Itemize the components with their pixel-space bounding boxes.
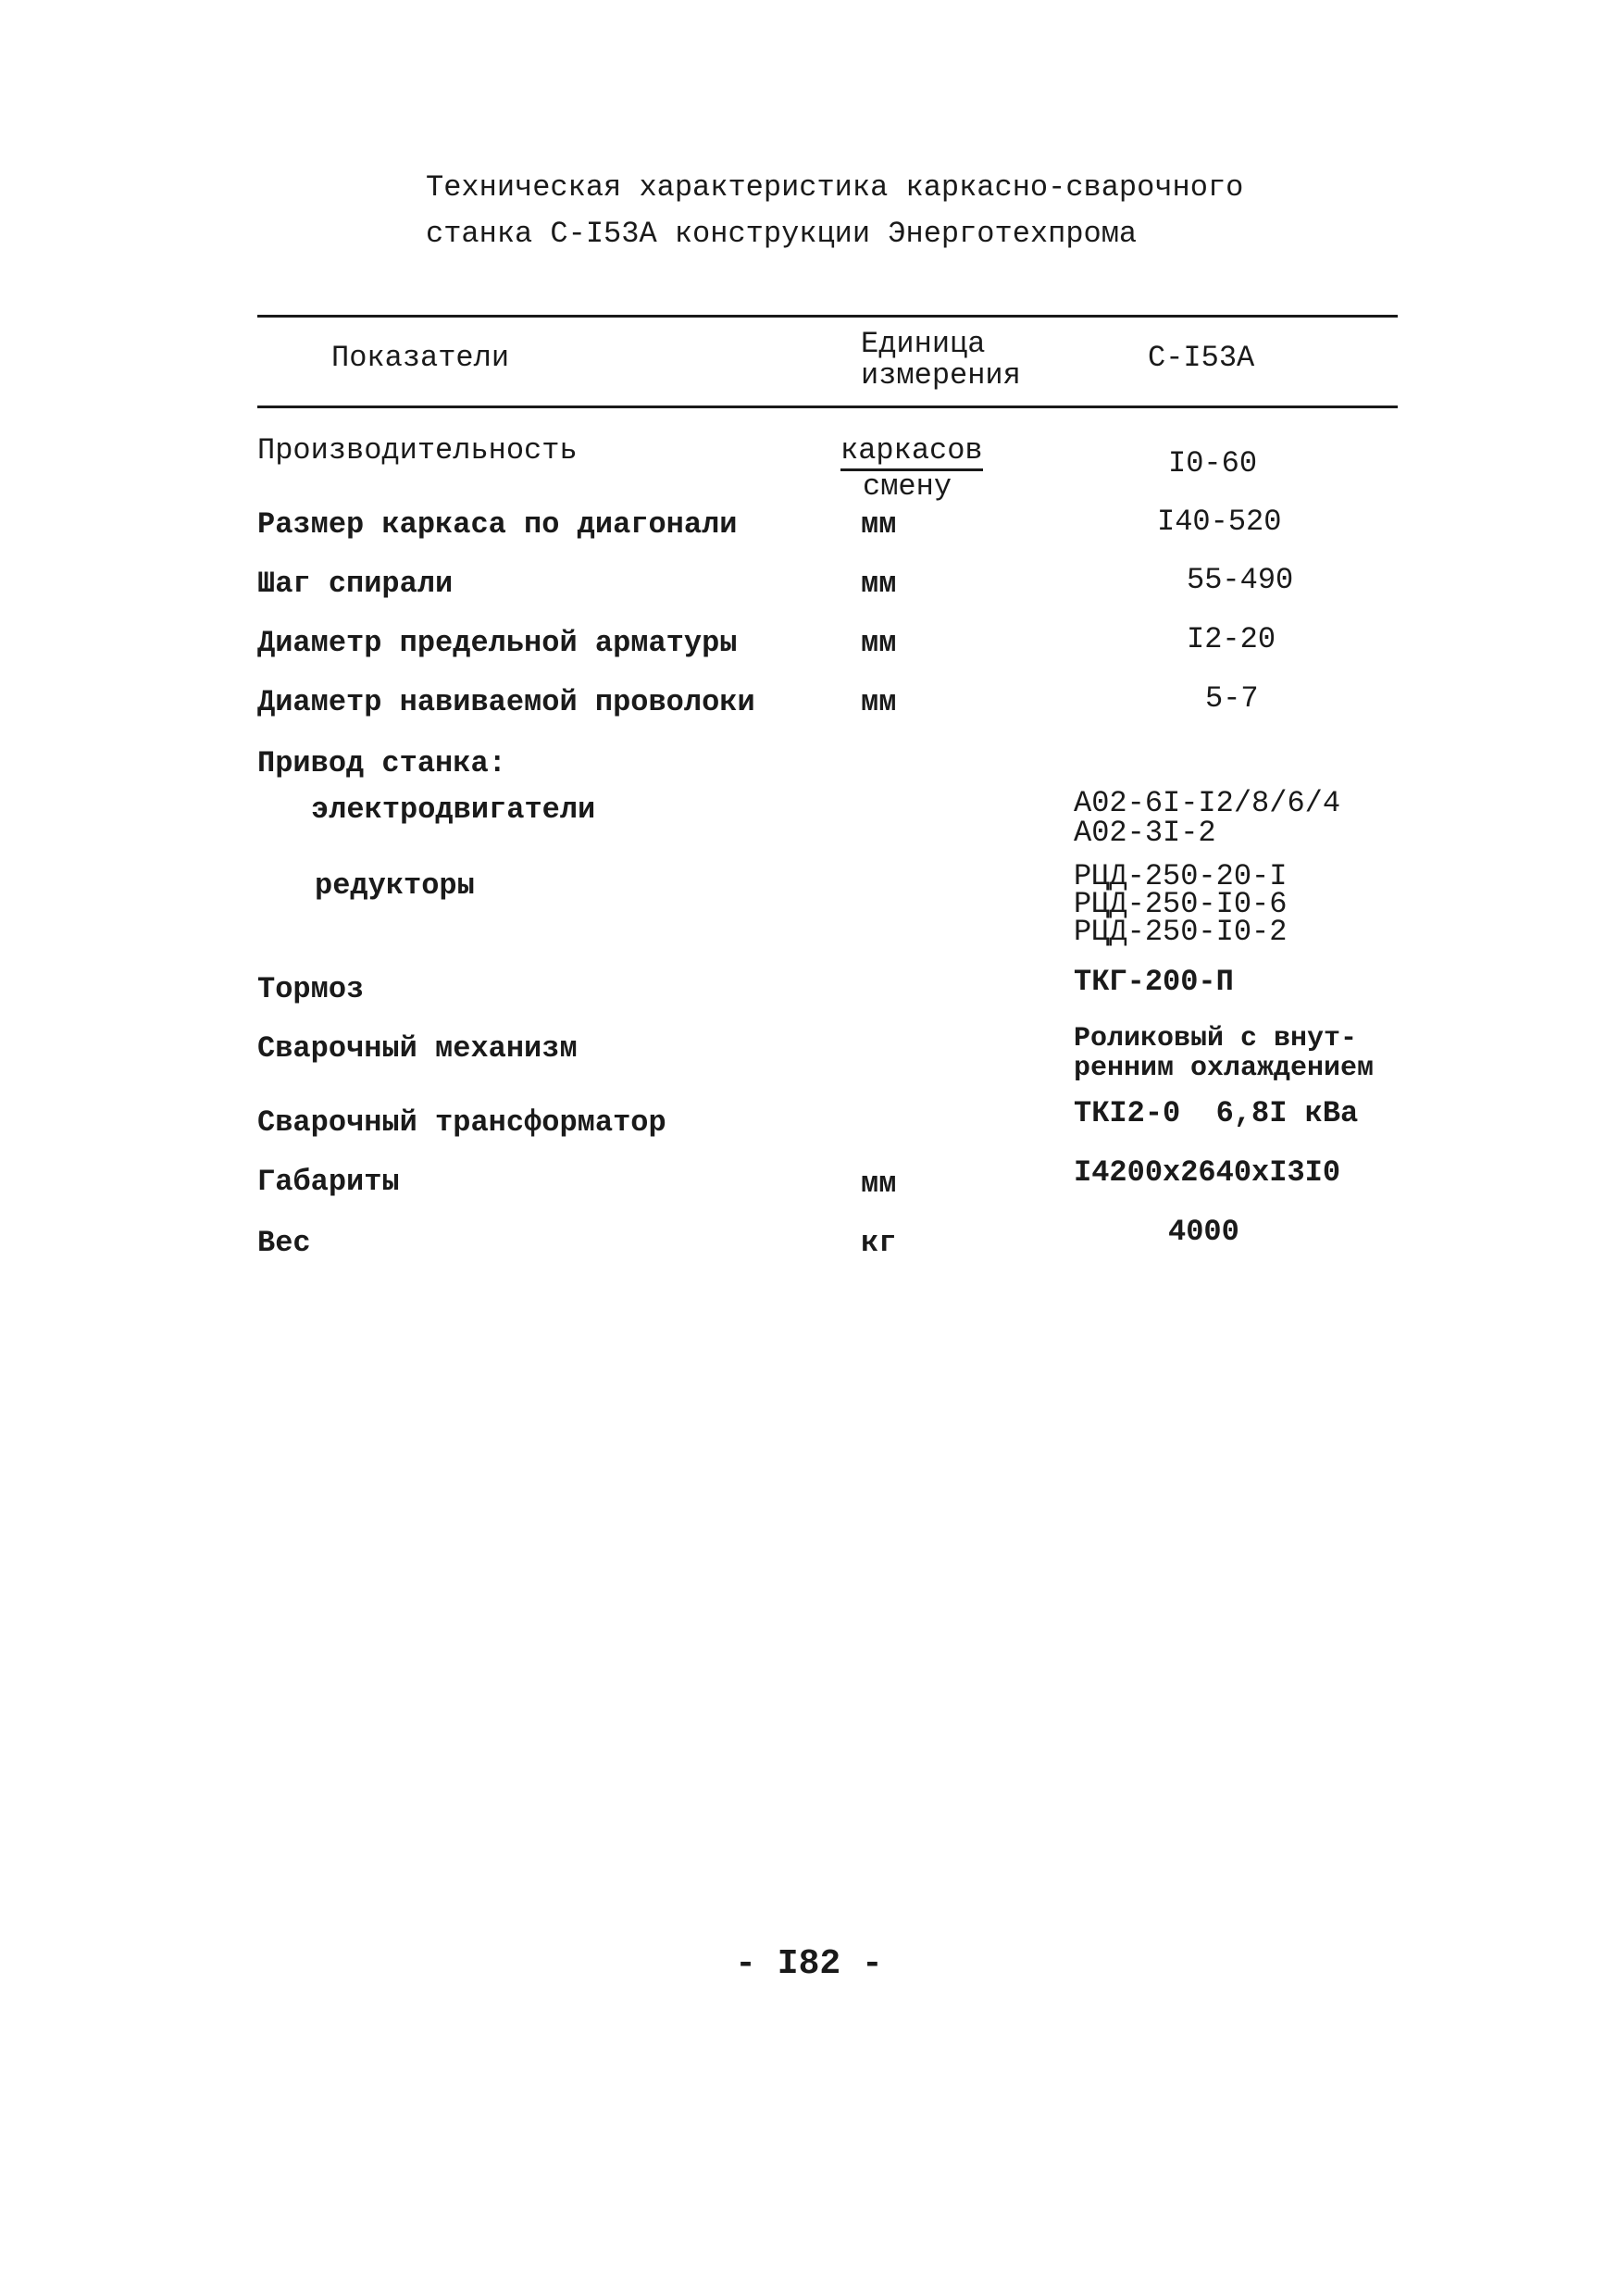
row-value [1074,786,1341,850]
row-label: электродвигатели [311,792,596,827]
row-label: Тормоз [257,972,365,1006]
header-indicators: Показатели [331,341,510,375]
row-value [1074,859,1288,949]
row-value: ТКI2-0 6,8I кВа [1074,1096,1359,1130]
title-line-2: станка С-I53А конструкции Энерготехпрома [426,217,1138,251]
row-unit: мм [861,567,897,601]
motor-1: А02-6I-I2/8/6/4 [1074,786,1341,820]
row-unit: мм [861,507,897,542]
unit-numerator: каркасов [840,435,983,471]
header-model: С-I53А [1148,341,1255,375]
row-label: Вес [257,1226,311,1260]
row-value: 4000 [1168,1215,1239,1249]
header-unit-line-1: Единица [861,327,986,361]
row-value: 55-490 [1187,563,1294,597]
motor-2: А02-3I-2 [1074,816,1216,850]
row-label: Размер каркаса по диагонали [257,507,738,542]
row-value: I2-20 [1187,622,1276,656]
weld-mech-line-2: ренним охлаждением [1074,1053,1375,1084]
row-value: 5-7 [1205,681,1259,716]
header-unit-line-2: измерения [861,358,1021,393]
drive-label: Привод станка: [257,746,506,780]
gearbox-1: РЦД-250-20-I [1074,859,1288,893]
row-unit-fraction [840,435,983,503]
row-label: Габариты [257,1165,400,1199]
row-label: Шаг спирали [257,567,454,601]
row-value: ТКГ-200-П [1074,965,1234,999]
row-unit: кг [861,1226,897,1260]
row-label: Диаметр предельной арматуры [257,626,738,660]
row-unit: мм [861,626,897,660]
row-unit: мм [861,1167,897,1201]
row-label: Сварочный механизм [257,1031,578,1066]
title-line-1: Техническая характеристика каркасно-сварочного [426,170,1244,205]
gearbox-2: РЦД-250-I0-6 [1074,887,1288,921]
row-value: I40-520 [1157,505,1282,539]
table-top-rule [257,315,1398,318]
row-value: I0-60 [1168,446,1258,480]
gearbox-3: РЦД-250-I0-2 [1074,915,1288,949]
row-label: Производительность [257,433,578,468]
row-unit: мм [861,685,897,719]
row-label: Диаметр навиваемой проволоки [257,685,755,719]
unit-denominator: смену [863,469,952,504]
row-value: I4200x2640xI3I0 [1074,1155,1341,1190]
row-value [1074,1024,1374,1083]
table-header-rule [257,406,1398,408]
weld-mech-line-1: Роликовый с внут- [1074,1023,1358,1054]
page-number: - I82 - [735,1944,883,1984]
row-label: Сварочный трансформатор [257,1105,666,1140]
row-label: редукторы [315,868,475,903]
